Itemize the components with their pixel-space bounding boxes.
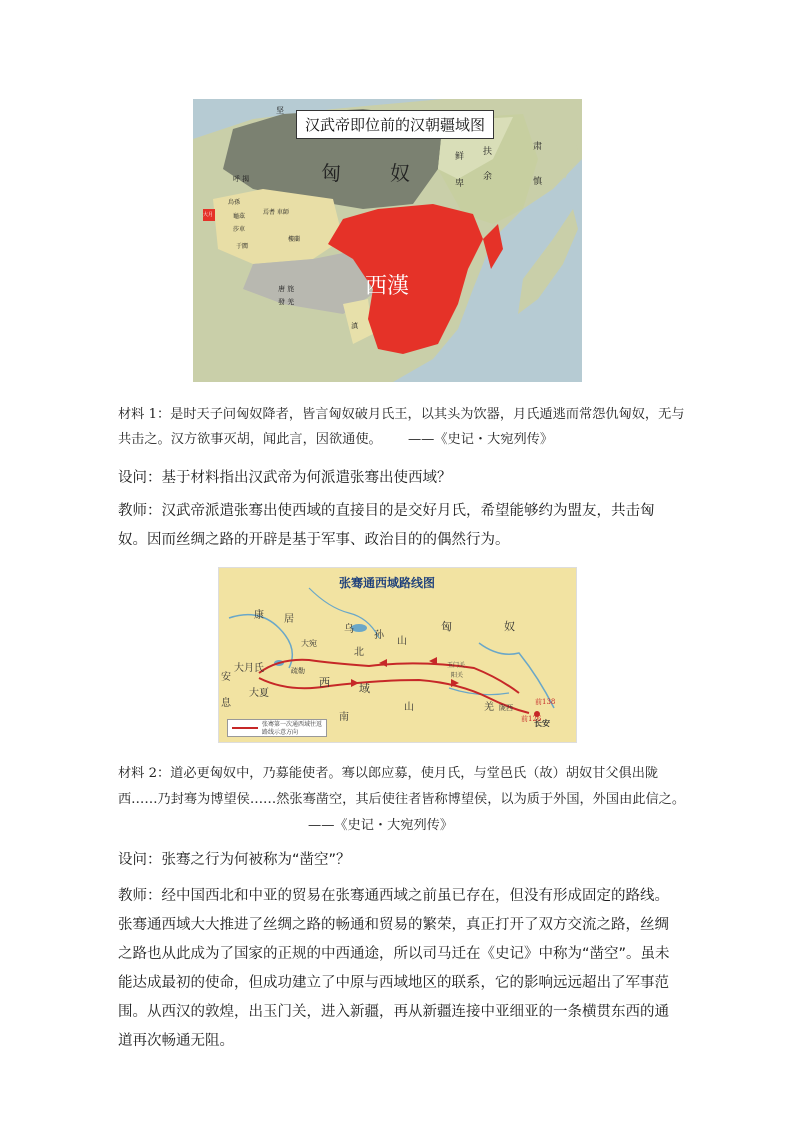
material-2-source: ——《史记・大宛列传》 — [308, 818, 454, 833]
label-an: 安 — [221, 672, 231, 683]
label-date-126: 前126 — [521, 715, 542, 723]
question-1: 设问：基于材料指出汉武帝为何派遣张骞出使西域？ — [118, 470, 452, 486]
material-2 — [118, 761, 688, 839]
legend-text: 张骞第一次通西域往返路线示意方向 — [262, 721, 323, 736]
label-fuyu-1: 扶 — [483, 147, 493, 157]
label-shan-2: 山 — [404, 702, 414, 713]
question-2: 设问：张骞之行为何被称为“凿空”？ — [118, 852, 351, 868]
legend-arrow — [232, 727, 258, 729]
label-longxi: 陇西 — [499, 704, 513, 712]
zhang-qian-route-map — [218, 567, 577, 743]
route-map-title: 张骞通西域路线图 — [339, 576, 436, 590]
route-legend — [227, 719, 327, 737]
map-title: 汉武帝即位前的汉朝疆域图 — [296, 110, 494, 139]
label-wu: 乌 — [344, 624, 354, 635]
label-sushen-2: 慎 — [533, 177, 543, 187]
label-xi2: 息 — [221, 698, 231, 709]
label-daxia: 大夏 — [249, 688, 269, 699]
label-xianbei-1: 鲜 — [455, 152, 465, 162]
material-1-source: ——《史记・大宛列传》 — [407, 432, 554, 447]
label-qiang-1: 唐 旄 — [278, 285, 295, 293]
label-dayuan: 大宛 — [301, 639, 317, 648]
label-kang: 康 — [254, 610, 264, 621]
label-yu: 域 — [359, 682, 370, 695]
label-qiuci: 龜茲 — [233, 213, 246, 220]
label-shan-1: 山 — [397, 636, 407, 647]
label-loulan: 樓蘭 — [288, 236, 301, 243]
label-date-138: 前138 — [535, 698, 556, 706]
label-fuyu-2: 余 — [483, 172, 493, 182]
label-xiongnu-2: 奴 — [390, 161, 410, 185]
label-xianbei-2: 卑 — [455, 179, 465, 189]
label-changan: 长安 — [534, 718, 550, 728]
answer-2: 教师：经中国西北和中亚的贸易在张骞通西域之前虽已存在，但没有形成固定的路线。张骞通西域大大推进了丝绸之路的畅通和贸易的繁荣，真正打开了双方交流之路，丝绸之路也从此成为了国家的正规的中西通途，所以司马迁在《史记》中称为“凿空”。虽未能达成最初的使命，但成功建立了中原与西域地区的联系，它的影响远远超出了军事范围。从西汉的敦煌，出玉门关，进入新疆，再从新疆连接中亚细亚的一条横贯东西的通道再次畅通无阻。 — [118, 888, 670, 1049]
label-dayue: 大月 — [203, 212, 214, 218]
label-xihan: 西漢 — [365, 274, 410, 299]
material-1-text: 材料 1：是时天子问匈奴降者，皆言匈奴破月氏王，以其头为饮器，月氏遁逃而常怨仇匈奴，无与共击之。汉方欲事灭胡，闻此言，因欲通使。 — [118, 407, 685, 447]
label-bei: 北 — [354, 647, 364, 658]
material-1 — [118, 402, 688, 452]
label-hujie: 呼 揭 — [233, 175, 250, 183]
label-qiang: 羌 — [484, 702, 494, 713]
label-xi: 西 — [319, 676, 330, 689]
label-nan: 南 — [339, 712, 349, 723]
material-2-text: 材料 2：道必更匈奴中，乃募能使者。骞以郎应募，使月氏，与堂邑氏（故）胡奴甘父俱出陇西……乃封骞为博望侯……然张骞凿空，其后使往者皆称博望侯，以为质于外国，外国由此信之。 — [118, 766, 686, 807]
label-qiang-2: 發 羌 — [278, 298, 295, 306]
label-sushen-1: 肃 — [533, 142, 543, 152]
label-shule: 疏勒 — [291, 667, 305, 675]
label-sun: 孙 — [374, 630, 384, 641]
han-territory-map — [193, 99, 582, 382]
answer-1: 教师：汉武帝派遣张骞出使西域的直接目的是交好月氏，希望能够约为盟友，共击匈奴。因而丝绸之路的开辟是基于军事、政治目的的偶然行为。 — [118, 503, 655, 548]
label-xiongnu-1: 匈 — [321, 161, 341, 185]
label-yumen: 玉门关 — [447, 662, 466, 669]
han-territory-map-graphic — [193, 99, 582, 382]
label-dian: 滇 — [351, 322, 358, 330]
label-ju: 居 — [284, 614, 294, 625]
label-jian: 坚 — [276, 106, 284, 115]
label-nu: 奴 — [504, 620, 515, 633]
label-yutian: 于闐 — [236, 243, 249, 250]
label-wusun: 烏孫 — [228, 199, 241, 206]
label-shule: 莎車 — [233, 226, 246, 233]
label-xiong: 匈 — [441, 620, 452, 633]
label-dayuezhi: 大月氏 — [234, 663, 264, 674]
label-yangguan: 阳关 — [451, 672, 464, 679]
label-yanqi: 焉耆 車師 — [263, 209, 289, 216]
